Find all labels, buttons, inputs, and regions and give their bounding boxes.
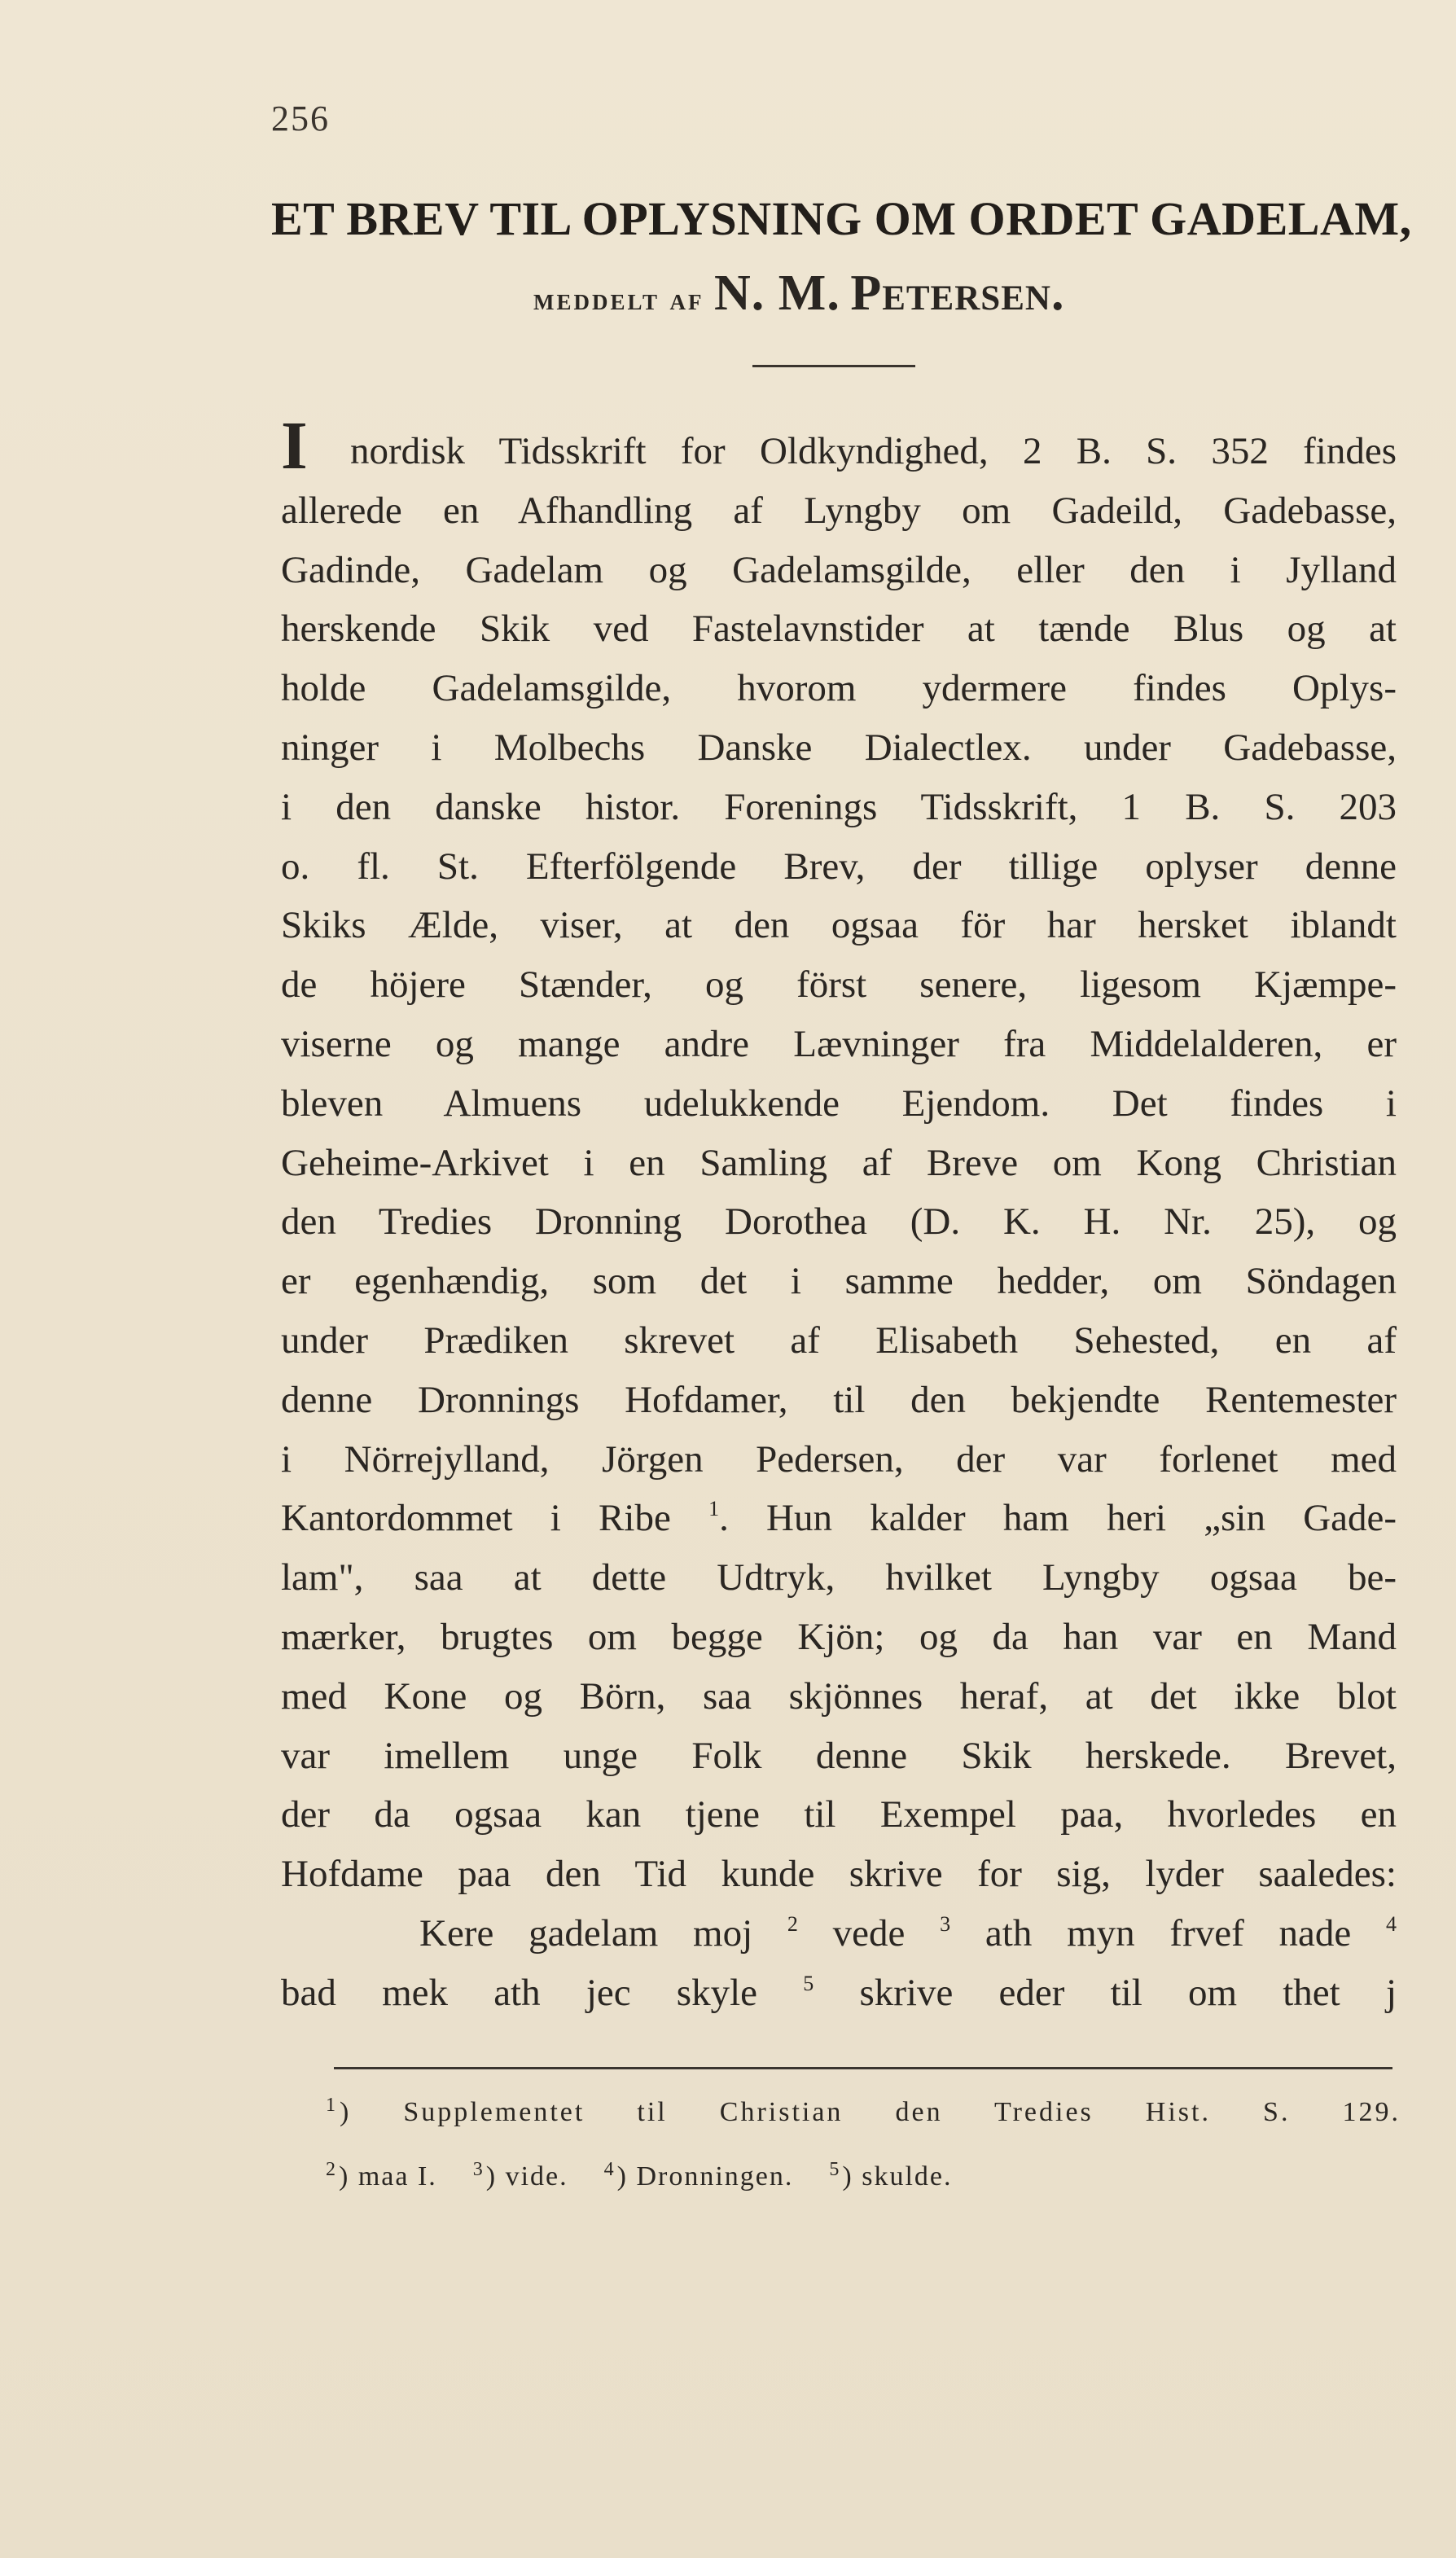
text-line: lam", saa at dette Udtryk, hvilket Lyngby ogsaa be- [281,1556,1397,1599]
text-line: Kantordommet i Ribe $^1$. Hun kalder ham heri „sin Gade- [281,1497,1397,1540]
page-number: 256 [271,99,330,138]
text-line: i den danske histor. Forenings Tidsskrift, 1 B. S. 203 [281,785,1397,828]
footnote-ref: 1 [708,1497,720,1521]
text-line: o. fl. St. Efterfölgende Brev, der tillige oplyser denne [281,845,1397,888]
byline-prefix: meddelt af [533,283,704,317]
text-line: viserne og mange andre Lævninger fra Middelalderen, er [281,1022,1397,1065]
footnote-4: $^4$) Dronningen. [603,2159,794,2192]
footnotes [326,2077,1401,2205]
text-line: Gadinde, Gadelam og Gadelamsgilde, eller den i Jylland [281,548,1397,591]
text-line: ninger i Molbechs Danske Dialectlex. under Gadebasse, [281,726,1397,769]
footnote-ref: 3 [940,1911,951,1936]
body-text [281,408,1397,2023]
text-line: Geheime-Arkivet i en Samling af Breve om Kong Christian [281,1141,1397,1184]
footnote-row-2 [326,2141,1401,2205]
footnote-ref: 5 [803,1971,814,1995]
letter-line: Kere gadelam moj $^2$ vede $^3$ ath myn frvef nade $^4$ [419,1911,1397,1955]
text-line: Hofdame paa den Tid kunde skrive for sig, lyder saaledes: [281,1853,1397,1896]
text-line: I nordisk Tidsskrift for Oldkyndighed, 2 B. S. 352 findes [281,408,1397,484]
text-line: Skiks Ælde, viser, at den ogsaa för har hersket iblandt [281,904,1397,947]
drop-cap: I [281,408,308,484]
text-line: allerede en Afhandling af Lyngby om Gadeild, Gadebasse, [281,489,1397,532]
text-line: under Prædiken skrevet af Elisabeth Sehested, en af [281,1318,1397,1362]
article-title: ET BREV TIL OPLYSNING OM ORDET GADELAM, [271,192,1412,245]
byline [533,265,1064,322]
footnote-ref: 4 [1386,1911,1397,1936]
text-line: med Kone og Börn, saa skjönnes heraf, at det ikke blot [281,1674,1397,1718]
footnote-2: $^2$) maa I. [326,2159,437,2192]
footnote-1: $^1$) Supplementet til Christian den Tredies Hist. S. 129. [326,2095,1401,2127]
footnote-ref: 2 [787,1911,798,1936]
byline-initials: N. M. [714,265,840,321]
footnote-3: $^3$) vide. [472,2159,568,2192]
byline-surname: Petersen. [850,265,1065,321]
text-line: mærker, brugtes om begge Kjön; og da han var en Mand [281,1615,1397,1658]
text-line: er egenhændig, som det i samme hedder, om Söndagen [281,1260,1397,1303]
text-line: herskende Skik ved Fastelavnstider at tænde Blus og at [281,608,1397,651]
footnote-divider [334,2067,1392,2069]
footnote-5: $^5$) skulde. [829,2159,953,2192]
title-divider [752,365,915,367]
text-line: den Tredies Dronning Dorothea (D. K. H. Nr. 25), og [281,1200,1397,1244]
letter-line: bad mek ath jec skyle $^5$ skrive eder til om thet j [281,1971,1397,2014]
text-line: i Nörrejylland, Jörgen Pedersen, der var forlenet med [281,1437,1397,1481]
text-line: denne Dronnings Hofdamer, til den bekjendte Rentemester [281,1378,1397,1421]
text-line: de höjere Stænder, og först senere, ligesom Kjæmpe- [281,963,1397,1007]
text-line: var imellem unge Folk denne Skik herskede. Brevet, [281,1734,1397,1777]
text-line: der da ogsaa kan tjene til Exempel paa, hvorledes en [281,1793,1397,1836]
text-line: bleven Almuens udelukkende Ejendom. Det findes i [281,1082,1397,1125]
text-line: holde Gadelamsgilde, hvorom ydermere findes Oplys- [281,667,1397,710]
